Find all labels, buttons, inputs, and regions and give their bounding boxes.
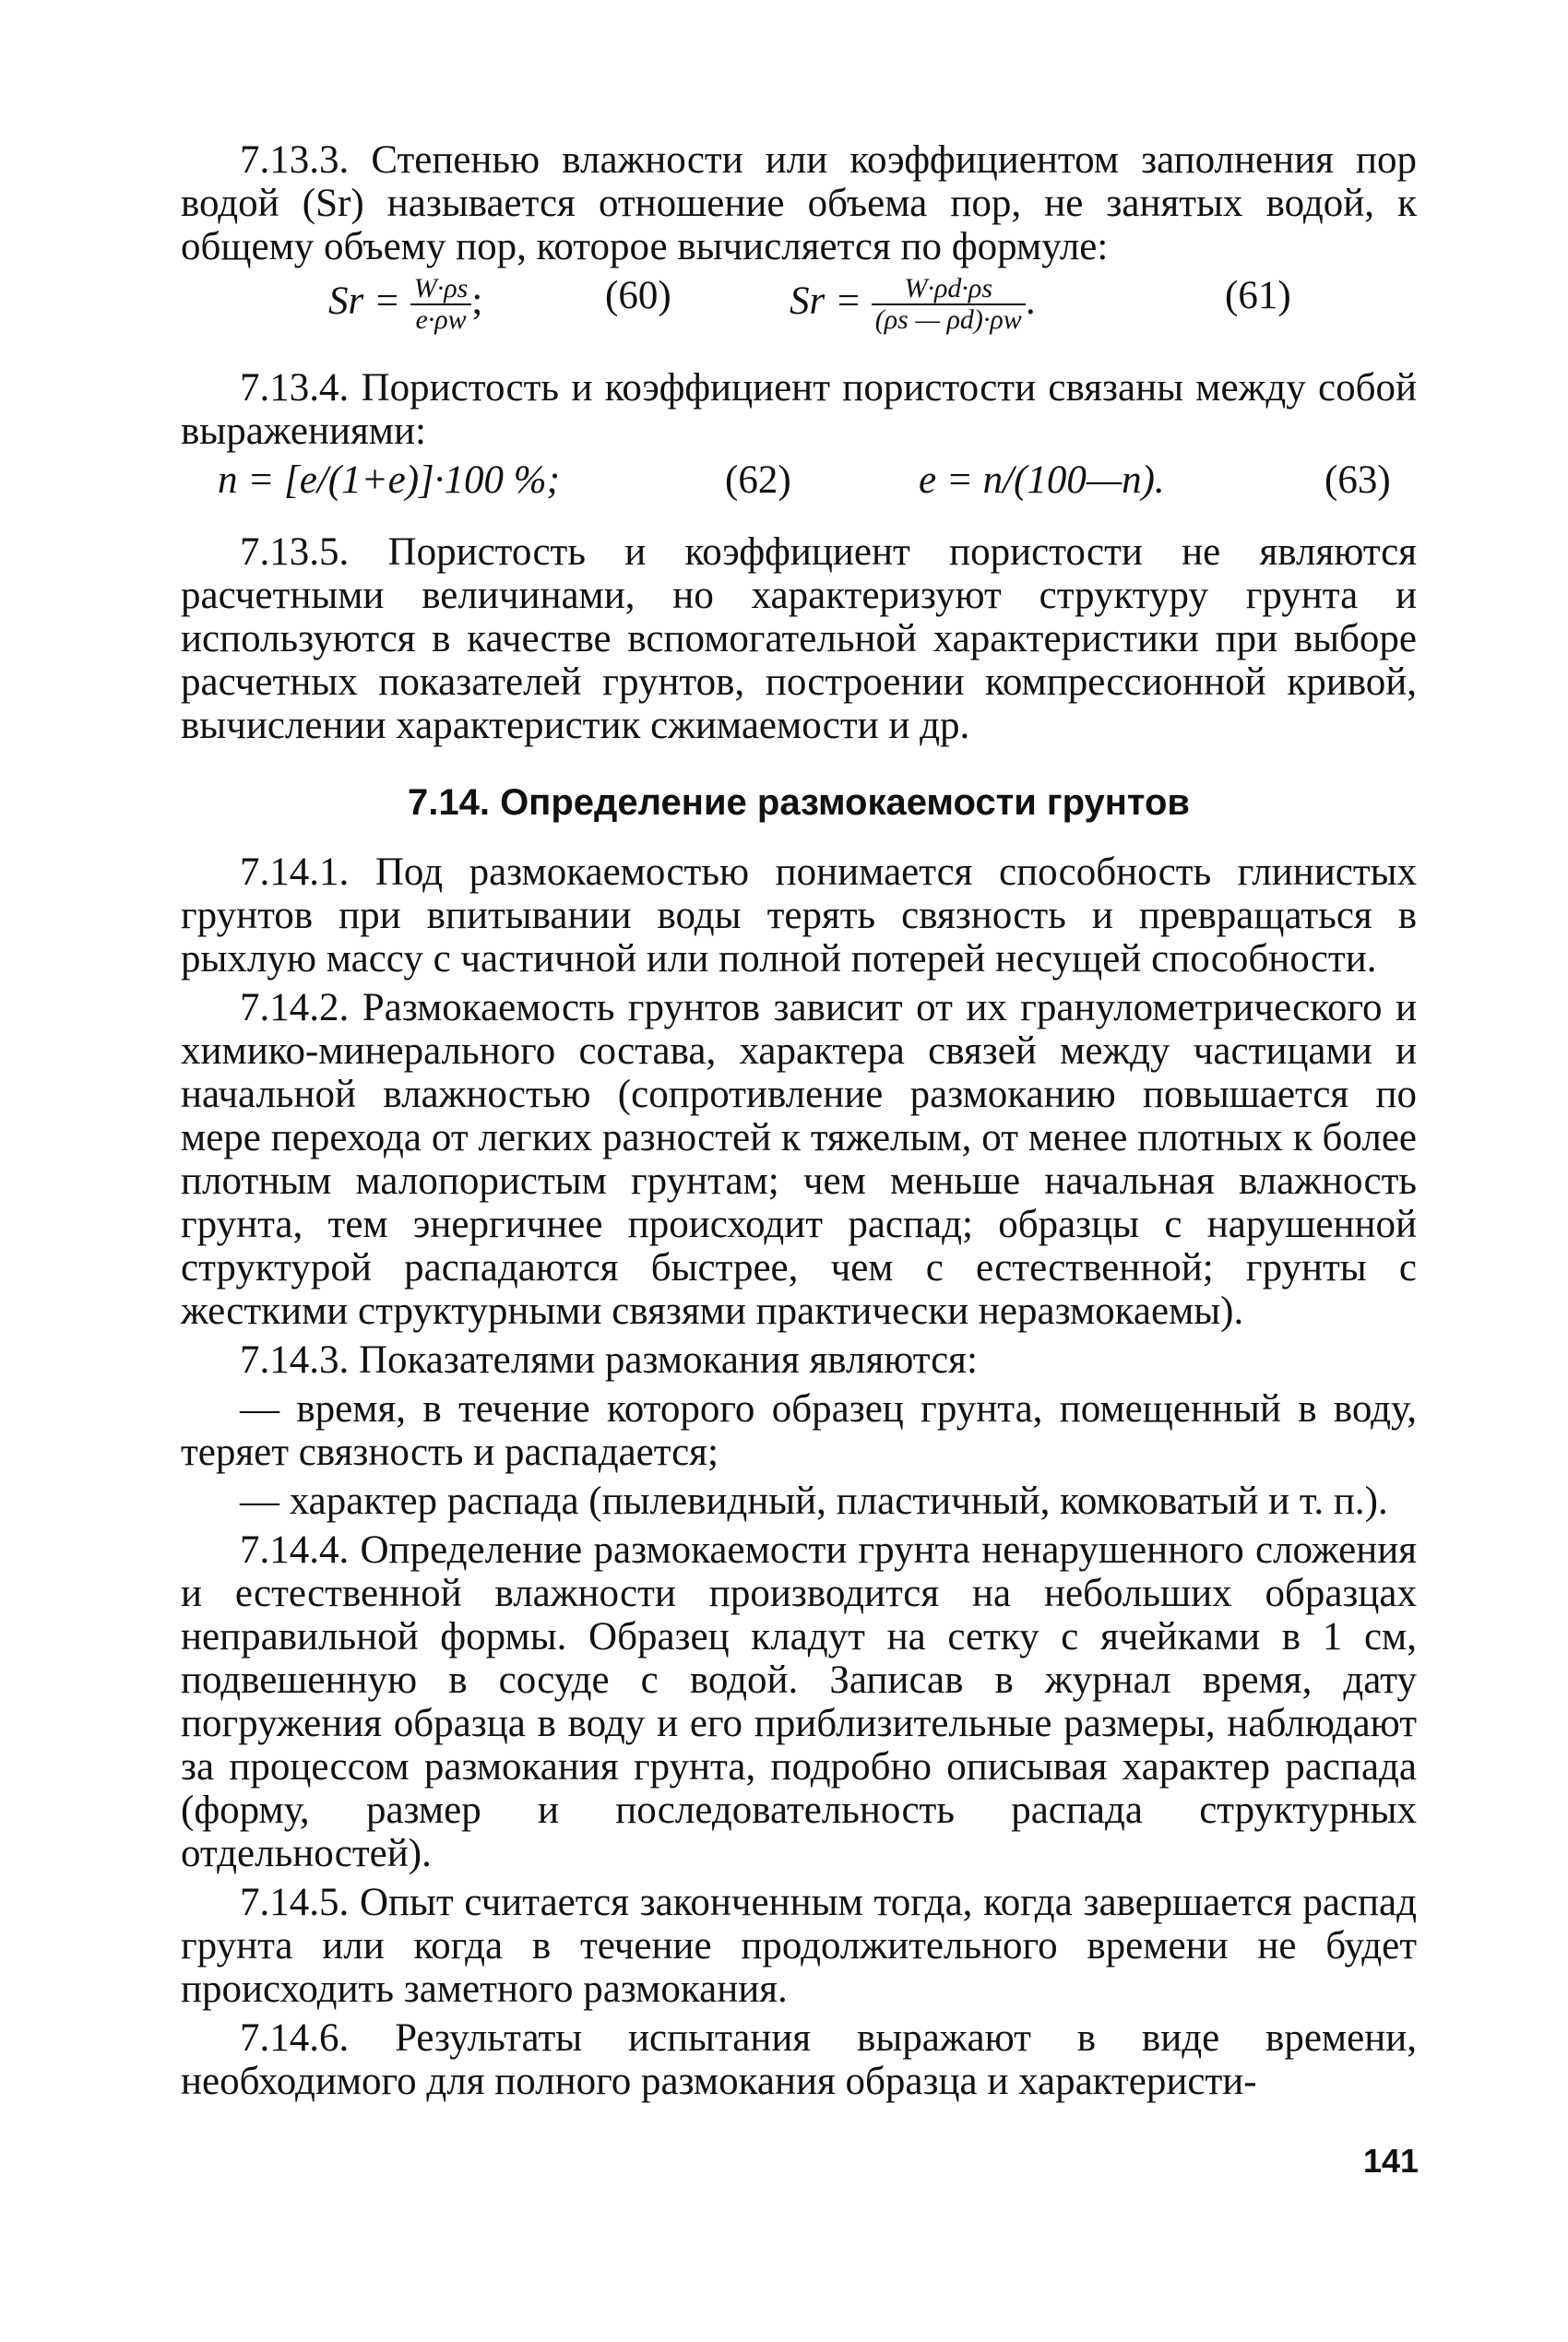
formula-60 (328, 274, 482, 335)
page-content (181, 138, 1417, 2109)
paragraph-7-13-5: 7.13.5. Пористость и коэффициент пористости не являются расчетными величинами, но характеризуют структуру грунта и используются в качестве вспомогательной характеристики при выборе расчетных показателей грунтов, построении компрессионной кривой, вычислении характеристик сжимаемости и др. (181, 530, 1417, 747)
formulas-62-63 (181, 458, 1417, 517)
section-heading-7-14: 7.14. Определение размокаемости грунтов (407, 782, 1190, 823)
paragraph-7-13-4: 7.13.4. Пористость и коэффициент пористости связаны между собой выражениями: (181, 366, 1417, 453)
formula-61-numerator: W·ρd·ρs (872, 274, 1026, 305)
paragraph-7-14-3: 7.14.3. Показателями размокания являются: (240, 1338, 978, 1382)
equation-number-61: (61) (1225, 274, 1291, 317)
formulas-60-61 (181, 274, 1417, 359)
formula-61-tail: . (1025, 279, 1036, 323)
equation-number-63: (63) (1324, 458, 1391, 502)
formula-63: e = n/(100—n). (919, 458, 1165, 502)
page-number: 141 (1363, 2142, 1420, 2180)
formula-62: n = [e/(1+e)]·100 %; (218, 458, 560, 502)
equation-number-62: (62) (725, 458, 791, 502)
paragraph-7-13-3: 7.13.3. Степенью влажности или коэффициентом заполнения пор водой (Sr) называется отношение объема пор, не занятых водой, к общему объему пор, которое вычисляется по формуле: (181, 138, 1417, 268)
paragraph-7-14-4: 7.14.4. Определение размокаемости грунта ненарушенного сложения и естественной влажности производится на небольших образцах неправильной формы. Образец кладут на сетку с ячейками в 1 см, подвешенную в сосуде с водой. Записав в журнал время, дату погружения образца в воду и его приблизительные размеры, наблюдают за процессом размокания грунта, подробно описывая характер распада (форму, размер и последовательность распада структурных отдельностей). (181, 1528, 1417, 1875)
equation-number-60: (60) (605, 274, 671, 317)
formula-60-tail: ; (471, 279, 483, 323)
formula-61-denominator: (ρs — ρd)·ρw (874, 304, 1022, 335)
paragraph-7-14-5: 7.14.5. Опыт считается законченным тогда, когда завершается распад грунта или когда в течение продолжительного времени не будет происходить заметного размокания. (181, 1881, 1417, 2011)
paragraph-7-14-6: 7.14.6. Результаты испытания выражают в виде времени, необходимого для полного размокания образца и характеристи- (181, 2016, 1417, 2103)
formula-60-fraction (410, 274, 472, 335)
list-item-character: — характер распада (пылевидный, пластичный, комковатый и т. п.). (240, 1480, 1388, 1523)
formula-61-fraction (872, 274, 1026, 335)
formula-60-denominator: e·ρw (415, 304, 467, 335)
list-item-time: — время, в течение которого образец грунта, помещенный в воду, теряет связность и распадается; (181, 1387, 1417, 1474)
paragraph-7-14-2: 7.14.2. Размокаемость грунтов зависит от их гранулометрического и химико-минерального состава, характера связей между частицами и начальной влажностью (сопротивление размоканию повышается по мере перехода от легких разностей к тяжелым, от менее плотных к более плотным малопористым грунтам; чем меньше начальная влажность грунта, тем энергичнее происходит распад; образцы с нарушенной структурой распадаются быстрее, чем с естественной; грунты с жесткими структурными связями практически неразмокаемы). (181, 986, 1417, 1333)
formula-61 (790, 274, 1036, 335)
formula-60-numerator: W·ρs (410, 274, 472, 305)
paragraph-7-14-1: 7.14.1. Под размокаемостью понимается способность глинистых грунтов при впитывании воды терять связность и превращаться в рыхлую массу с частичной или полной потерей несущей способности. (181, 850, 1417, 981)
formula-61-lhs: Sr = (790, 279, 862, 323)
formula-60-lhs: Sr = (328, 279, 401, 323)
